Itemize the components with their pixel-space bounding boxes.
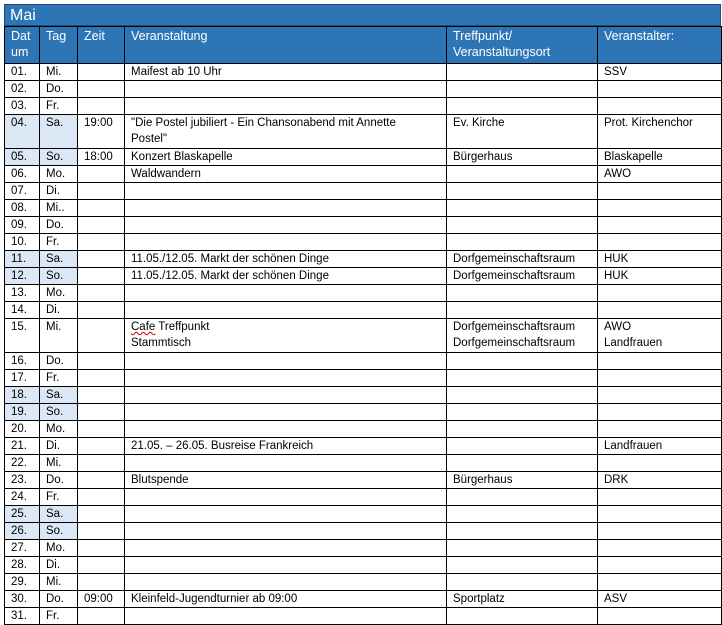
cell-ort-line: Dorfgemeinschaftsraum xyxy=(453,270,576,282)
table-row xyxy=(5,166,722,183)
cell-datum: 23. xyxy=(5,472,40,489)
cell-veranstaltung xyxy=(125,370,447,387)
cell-ort xyxy=(447,64,598,81)
cell-veranstalter-line: AWO xyxy=(604,321,632,333)
cell-tag: Di. xyxy=(40,438,78,455)
cell-veranstaltung xyxy=(125,166,447,183)
cell-veranstaltung xyxy=(125,353,447,370)
cell-veranstaltung xyxy=(125,81,447,98)
cell-zeit xyxy=(78,557,125,574)
header-ort xyxy=(447,27,598,64)
cell-zeit xyxy=(78,489,125,506)
cell-zeit xyxy=(78,200,125,217)
cell-ort-line: Bürgerhaus xyxy=(453,474,513,486)
cell-datum: 21. xyxy=(5,438,40,455)
cell-veranstalter xyxy=(598,234,722,251)
cell-veranstaltung xyxy=(125,251,447,268)
cell-datum: 15. xyxy=(5,319,40,353)
cell-veranstaltung-line: "Die Postel jubiliert - Ein Chansonabend mit Annette xyxy=(131,117,396,129)
cell-veranstaltung xyxy=(125,506,447,523)
header-veranstalter: Veranstalter: xyxy=(598,27,722,64)
cell-ort xyxy=(447,268,598,285)
cell-tag: Do. xyxy=(40,353,78,370)
cell-datum: 26. xyxy=(5,523,40,540)
table-row xyxy=(5,200,722,217)
cell-zeit xyxy=(78,234,125,251)
table-row xyxy=(5,387,722,404)
cell-veranstalter xyxy=(598,557,722,574)
cell-ort xyxy=(447,404,598,421)
cell-ort xyxy=(447,200,598,217)
cell-veranstalter xyxy=(598,166,722,183)
cell-zeit xyxy=(78,251,125,268)
cell-veranstaltung xyxy=(125,523,447,540)
cell-zeit xyxy=(78,370,125,387)
cell-tag: So. xyxy=(40,523,78,540)
header-ort-line2: Veranstaltungsort xyxy=(453,45,551,59)
table-row xyxy=(5,557,722,574)
table-row xyxy=(5,608,722,625)
cell-ort-line: Dorfgemeinschaftsraum xyxy=(453,321,576,333)
table-row xyxy=(5,574,722,591)
cell-zeit: 19:00 xyxy=(78,115,125,149)
cell-datum: 14. xyxy=(5,302,40,319)
cell-veranstalter xyxy=(598,421,722,438)
cell-ort xyxy=(447,166,598,183)
cell-datum: 12. xyxy=(5,268,40,285)
cell-ort xyxy=(447,591,598,608)
cell-zeit xyxy=(78,166,125,183)
cell-tag: So. xyxy=(40,149,78,166)
header-zeit: Zeit xyxy=(78,27,125,64)
cell-ort xyxy=(447,472,598,489)
cell-ort xyxy=(447,319,598,353)
cell-datum: 11. xyxy=(5,251,40,268)
cell-datum: 16. xyxy=(5,353,40,370)
cell-datum: 28. xyxy=(5,557,40,574)
cell-tag: So. xyxy=(40,268,78,285)
cell-zeit xyxy=(78,404,125,421)
cell-datum: 01. xyxy=(5,64,40,81)
cell-tag: Do. xyxy=(40,81,78,98)
table-row xyxy=(5,523,722,540)
cell-ort xyxy=(447,149,598,166)
cell-zeit: 18:00 xyxy=(78,149,125,166)
table-row xyxy=(5,149,722,166)
cell-tag: Mo. xyxy=(40,421,78,438)
table-row xyxy=(5,404,722,421)
cell-tag: Fr. xyxy=(40,489,78,506)
table-row xyxy=(5,489,722,506)
table-row xyxy=(5,98,722,115)
cell-tag: Fr. xyxy=(40,98,78,115)
cell-zeit xyxy=(78,81,125,98)
cell-veranstalter-line: AWO xyxy=(604,168,632,180)
header-tag: Tag xyxy=(40,27,78,64)
cell-veranstalter xyxy=(598,98,722,115)
cell-ort xyxy=(447,438,598,455)
cell-tag: Mi. xyxy=(40,319,78,353)
header-datum-line1: Dat xyxy=(11,29,31,43)
cell-veranstalter xyxy=(598,200,722,217)
cell-datum: 13. xyxy=(5,285,40,302)
cell-zeit xyxy=(78,506,125,523)
cell-tag: So. xyxy=(40,404,78,421)
cell-ort xyxy=(447,540,598,557)
cell-datum: 31. xyxy=(5,608,40,625)
cell-datum: 05. xyxy=(5,149,40,166)
cell-ort xyxy=(447,557,598,574)
cell-veranstaltung-line: 11.05./12.05. Markt der schönen Dinge xyxy=(131,253,329,265)
cell-ort xyxy=(447,506,598,523)
cell-ort xyxy=(447,115,598,149)
cell-zeit xyxy=(78,183,125,200)
cell-veranstalter xyxy=(598,319,722,353)
cell-zeit xyxy=(78,472,125,489)
cell-ort xyxy=(447,234,598,251)
cell-veranstaltung xyxy=(125,319,447,353)
table-row xyxy=(5,302,722,319)
cell-zeit xyxy=(78,455,125,472)
cell-ort xyxy=(447,523,598,540)
cell-tag: Mo. xyxy=(40,285,78,302)
header-datum xyxy=(5,27,40,64)
cell-tag: Mi. xyxy=(40,574,78,591)
cell-datum: 25. xyxy=(5,506,40,523)
table-row xyxy=(5,438,722,455)
table-row xyxy=(5,506,722,523)
cell-zeit xyxy=(78,421,125,438)
cell-veranstaltung xyxy=(125,404,447,421)
cell-zeit xyxy=(78,217,125,234)
cell-veranstaltung xyxy=(125,200,447,217)
table-row xyxy=(5,251,722,268)
cell-veranstaltung xyxy=(125,149,447,166)
table-row xyxy=(5,234,722,251)
table-row xyxy=(5,64,722,81)
cell-veranstalter xyxy=(598,523,722,540)
cell-veranstaltung xyxy=(125,557,447,574)
cell-veranstaltung xyxy=(125,489,447,506)
cell-tag: Do. xyxy=(40,591,78,608)
table-row xyxy=(5,421,722,438)
cell-veranstaltung xyxy=(125,98,447,115)
cell-tag: Sa. xyxy=(40,506,78,523)
cell-tag: Mi. xyxy=(40,64,78,81)
cell-veranstalter-line: HUK xyxy=(604,253,629,265)
cell-datum: 02. xyxy=(5,81,40,98)
cell-veranstalter-line: Blaskapelle xyxy=(604,151,663,163)
cell-ort-line: Dorfgemeinschaftsraum xyxy=(453,253,576,265)
cell-veranstalter-line: Landfrauen xyxy=(604,337,663,349)
cell-tag: Di. xyxy=(40,557,78,574)
table-row xyxy=(5,353,722,370)
cell-tag: Fr. xyxy=(40,608,78,625)
cell-veranstalter-line: DRK xyxy=(604,474,629,486)
cell-ort xyxy=(447,217,598,234)
cell-ort xyxy=(447,81,598,98)
cell-datum: 09. xyxy=(5,217,40,234)
cell-veranstaltung xyxy=(125,285,447,302)
cell-datum: 30. xyxy=(5,591,40,608)
cell-veranstalter xyxy=(598,574,722,591)
cell-veranstalter xyxy=(598,251,722,268)
cell-tag: Mi. xyxy=(40,455,78,472)
cell-veranstaltung xyxy=(125,217,447,234)
cell-tag: Mo. xyxy=(40,166,78,183)
cell-veranstaltung-line: Cafe Treffpunkt xyxy=(131,321,210,333)
cell-datum: 10. xyxy=(5,234,40,251)
cell-veranstaltung-line: Stammtisch xyxy=(131,337,192,349)
table-row xyxy=(5,591,722,608)
cell-zeit: 09:00 xyxy=(78,591,125,608)
cell-zeit xyxy=(78,438,125,455)
cell-ort xyxy=(447,489,598,506)
cell-ort-line: Dorfgemeinschaftsraum xyxy=(453,337,576,349)
cell-veranstalter xyxy=(598,489,722,506)
cell-veranstalter xyxy=(598,455,722,472)
cell-veranstalter xyxy=(598,472,722,489)
cell-veranstaltung xyxy=(125,302,447,319)
cell-veranstaltung-line: 11.05./12.05. Markt der schönen Dinge xyxy=(131,270,329,282)
cell-veranstaltung xyxy=(125,421,447,438)
cell-veranstalter xyxy=(598,64,722,81)
calendar-sheet xyxy=(4,4,721,625)
cell-ort xyxy=(447,302,598,319)
cell-tag: Sa. xyxy=(40,387,78,404)
cell-ort-line: Ev. Kirche xyxy=(453,117,505,129)
cell-tag: Di. xyxy=(40,302,78,319)
cell-veranstalter xyxy=(598,438,722,455)
cell-datum: 29. xyxy=(5,574,40,591)
cell-datum: 20. xyxy=(5,421,40,438)
table-row xyxy=(5,319,722,353)
cell-ort xyxy=(447,608,598,625)
cell-datum: 17. xyxy=(5,370,40,387)
cell-veranstaltung xyxy=(125,472,447,489)
cell-veranstalter-line: HUK xyxy=(604,270,629,282)
cell-veranstaltung xyxy=(125,438,447,455)
cell-ort xyxy=(447,285,598,302)
header-ort-line1: Treffpunkt/ xyxy=(453,29,513,43)
table-row xyxy=(5,183,722,200)
cell-veranstalter xyxy=(598,591,722,608)
cell-zeit xyxy=(78,540,125,557)
cell-datum: 22. xyxy=(5,455,40,472)
cell-veranstalter xyxy=(598,115,722,149)
cell-veranstaltung xyxy=(125,115,447,149)
cell-veranstalter xyxy=(598,183,722,200)
cell-ort-line: Bürgerhaus xyxy=(453,151,513,163)
cell-veranstaltung xyxy=(125,183,447,200)
cell-veranstalter xyxy=(598,353,722,370)
cell-ort xyxy=(447,98,598,115)
table-row xyxy=(5,285,722,302)
cell-veranstaltung-line: Waldwandern xyxy=(131,168,201,180)
cell-zeit xyxy=(78,523,125,540)
table-row xyxy=(5,81,722,98)
cell-zeit xyxy=(78,319,125,353)
table-row xyxy=(5,115,722,149)
cell-veranstaltung-line: Blutspende xyxy=(131,474,189,486)
table-row xyxy=(5,472,722,489)
events-table xyxy=(4,26,722,625)
cell-veranstalter xyxy=(598,404,722,421)
cell-tag: Sa. xyxy=(40,251,78,268)
cell-zeit xyxy=(78,302,125,319)
cell-ort xyxy=(447,353,598,370)
cell-veranstalter xyxy=(598,217,722,234)
cell-veranstaltung xyxy=(125,608,447,625)
cell-veranstaltung-line: Kleinfeld-Jugendturnier ab 09:00 xyxy=(131,593,298,605)
cell-veranstaltung xyxy=(125,234,447,251)
cell-veranstalter xyxy=(598,268,722,285)
cell-zeit xyxy=(78,64,125,81)
cell-veranstalter xyxy=(598,506,722,523)
table-row xyxy=(5,370,722,387)
cell-veranstaltung xyxy=(125,64,447,81)
cell-datum: 08. xyxy=(5,200,40,217)
cell-zeit xyxy=(78,285,125,302)
cell-ort xyxy=(447,421,598,438)
cell-ort xyxy=(447,574,598,591)
cell-zeit xyxy=(78,608,125,625)
cell-tag: Sa. xyxy=(40,115,78,149)
cell-veranstaltung-line: 21.05. – 26.05. Busreise Frankreich xyxy=(131,440,314,452)
cell-datum: 07. xyxy=(5,183,40,200)
cell-veranstalter-line: ASV xyxy=(604,593,628,605)
table-row xyxy=(5,268,722,285)
cell-ort xyxy=(447,370,598,387)
table-row xyxy=(5,455,722,472)
cell-veranstalter-line: Landfrauen xyxy=(604,440,663,452)
cell-veranstaltung-line: Maifest ab 10 Uhr xyxy=(131,66,222,78)
cell-zeit xyxy=(78,98,125,115)
cell-ort xyxy=(447,387,598,404)
cell-tag: Mi.. xyxy=(40,200,78,217)
cell-veranstalter xyxy=(598,149,722,166)
cell-zeit xyxy=(78,268,125,285)
cell-zeit xyxy=(78,353,125,370)
cell-datum: 18. xyxy=(5,387,40,404)
cell-veranstalter xyxy=(598,302,722,319)
cell-zeit xyxy=(78,387,125,404)
cell-tag: Do. xyxy=(40,472,78,489)
cell-veranstalter-line: Prot. Kirchenchor xyxy=(604,117,693,129)
cell-datum: 27. xyxy=(5,540,40,557)
cell-ort xyxy=(447,455,598,472)
cell-veranstaltung xyxy=(125,540,447,557)
cell-veranstalter xyxy=(598,540,722,557)
cell-tag: Fr. xyxy=(40,234,78,251)
cell-veranstaltung-line: Konzert Blaskapelle xyxy=(131,151,233,163)
cell-veranstalter xyxy=(598,81,722,98)
cell-veranstalter-line: SSV xyxy=(604,66,628,78)
cell-veranstalter xyxy=(598,285,722,302)
cell-tag: Di. xyxy=(40,183,78,200)
cell-veranstaltung xyxy=(125,574,447,591)
table-row xyxy=(5,540,722,557)
header-datum-line2: um xyxy=(11,45,29,59)
cell-zeit xyxy=(78,574,125,591)
cell-veranstalter xyxy=(598,387,722,404)
cell-datum: 03. xyxy=(5,98,40,115)
cell-veranstaltung xyxy=(125,387,447,404)
cell-veranstaltung-line: Postel" xyxy=(131,133,168,145)
month-title: Mai xyxy=(4,4,721,26)
cell-ort-line: Sportplatz xyxy=(453,593,505,605)
header-row xyxy=(5,27,722,64)
table-row xyxy=(5,217,722,234)
cell-ort xyxy=(447,251,598,268)
cell-ort xyxy=(447,183,598,200)
cell-veranstalter xyxy=(598,608,722,625)
cell-veranstaltung xyxy=(125,268,447,285)
cell-veranstalter xyxy=(598,370,722,387)
cell-datum: 19. xyxy=(5,404,40,421)
cell-veranstaltung xyxy=(125,455,447,472)
cell-tag: Fr. xyxy=(40,370,78,387)
cell-datum: 04. xyxy=(5,115,40,149)
cell-datum: 24. xyxy=(5,489,40,506)
header-veranstaltung: Veranstaltung xyxy=(125,27,447,64)
cell-tag: Do. xyxy=(40,217,78,234)
cell-tag: Mo. xyxy=(40,540,78,557)
cell-veranstaltung xyxy=(125,591,447,608)
cell-datum: 06. xyxy=(5,166,40,183)
